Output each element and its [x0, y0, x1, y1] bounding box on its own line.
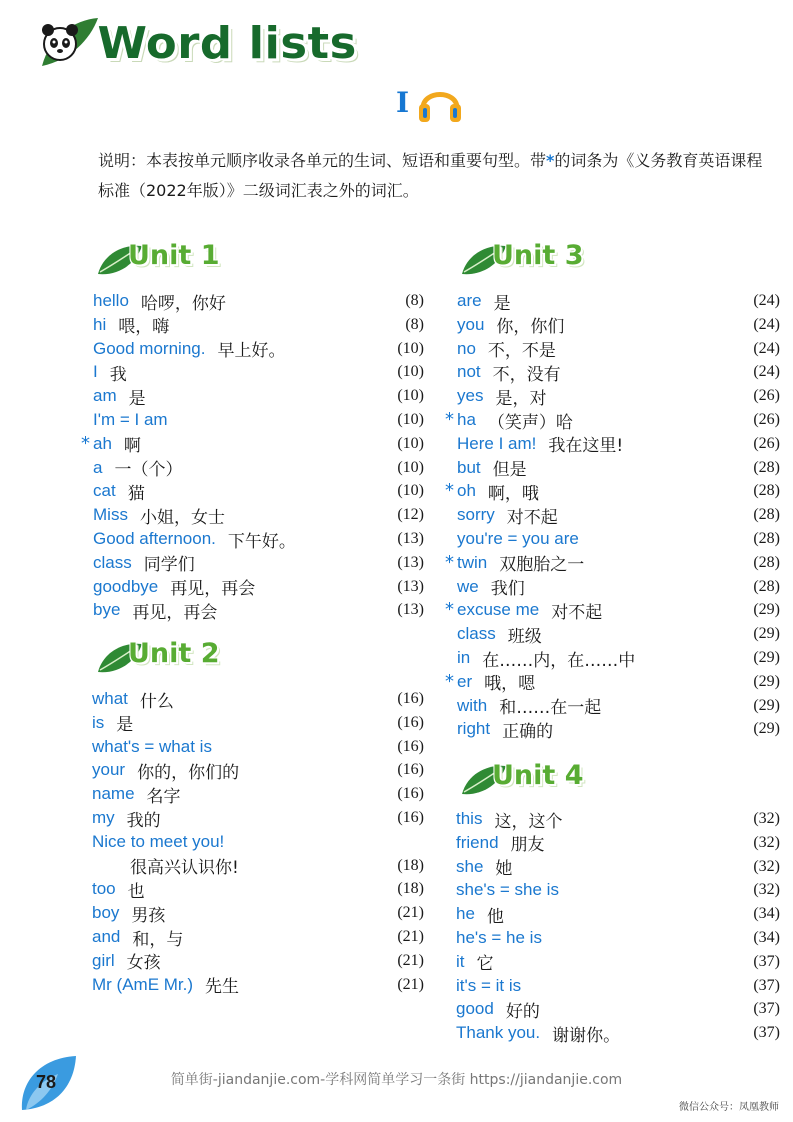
note-star: * — [546, 151, 555, 170]
list-item — [445, 551, 780, 576]
list-item — [457, 646, 780, 670]
page-reference: (10) — [397, 411, 424, 428]
watermark-text: 简单街-jiandanjie.com-学科网简单学习一条街 https://jiandanjie.com — [170, 1072, 623, 1088]
english-term: goodbye — [93, 576, 159, 596]
english-term: cat — [93, 481, 116, 501]
list-item — [92, 735, 424, 759]
unit-4-title: Unit 4 — [492, 760, 584, 791]
list-item — [93, 479, 424, 503]
english-term: a — [93, 457, 103, 477]
page-title: Word lists — [97, 18, 357, 69]
list-item — [457, 575, 780, 599]
chinese-meaning: 名字 — [146, 786, 181, 807]
list-item — [457, 456, 780, 480]
page-reference: (37) — [753, 1000, 780, 1018]
page-reference: (29) — [753, 672, 780, 690]
page-reference: (34) — [753, 929, 780, 946]
list-item — [92, 854, 424, 878]
list-item — [457, 717, 780, 741]
chinese-meaning: 啊，哦 — [487, 483, 539, 504]
list-item — [457, 622, 780, 646]
chinese-meaning: 不，不是 — [487, 341, 556, 362]
page-reference: (18) — [397, 880, 424, 898]
chinese-meaning: 我 — [109, 364, 127, 385]
chinese-meaning: 喂，嗨 — [118, 317, 170, 338]
page-reference: (10) — [397, 387, 424, 405]
english-term: Good afternoon. — [93, 529, 216, 548]
section-mark — [396, 78, 463, 126]
chinese-meaning: 男孩 — [131, 905, 166, 926]
page-reference: (29) — [753, 625, 780, 643]
page-reference: (37) — [753, 976, 780, 994]
english-term: in — [457, 648, 471, 667]
chinese-meaning: 不，没有 — [492, 364, 561, 385]
chinese-meaning: 他 — [486, 906, 504, 927]
list-item — [93, 598, 424, 622]
list-item — [457, 313, 780, 337]
star-marker: * — [445, 480, 454, 502]
chinese-meaning: 猫 — [127, 483, 145, 504]
star-marker: * — [81, 432, 90, 454]
english-term: is — [92, 712, 105, 732]
section-letter: I — [396, 85, 410, 119]
page-reference: (28) — [753, 530, 780, 547]
list-item — [456, 997, 780, 1021]
chinese-meaning: 朋友 — [510, 835, 545, 856]
page-reference: (32) — [753, 810, 780, 827]
page-reference: (21) — [397, 975, 424, 993]
explanation-note — [98, 146, 778, 206]
page-reference: (37) — [753, 952, 780, 970]
page-reference: (28) — [753, 506, 780, 524]
list-item — [93, 408, 424, 432]
page-reference: (13) — [397, 530, 424, 547]
english-term: with — [457, 695, 488, 715]
page-reference: (10) — [397, 434, 424, 452]
english-term: friend — [456, 832, 499, 852]
page-reference: (37) — [753, 1024, 780, 1042]
english-term: Nice to meet you! — [92, 831, 225, 851]
english-term: I'm = I am — [93, 410, 168, 429]
chinese-meaning: 双胞胎之一 — [499, 555, 585, 576]
list-item — [92, 806, 424, 830]
english-term: no — [457, 338, 476, 358]
english-term: and — [92, 927, 121, 946]
english-term: Mr (AmE Mr.) — [92, 974, 194, 994]
list-item — [92, 830, 424, 854]
list-item — [457, 360, 780, 384]
list-item — [456, 902, 780, 926]
page-reference: (28) — [753, 482, 780, 500]
english-term: class — [457, 624, 496, 644]
english-term: girl — [92, 950, 115, 970]
list-item — [92, 925, 424, 949]
page-reference: (10) — [397, 363, 424, 381]
unit-2-title: Unit 2 — [128, 638, 220, 669]
list-item — [456, 926, 780, 950]
chinese-meaning: 但是 — [492, 460, 527, 481]
page-reference: (34) — [753, 905, 780, 923]
chinese-meaning: 再见，再会 — [170, 579, 256, 600]
chinese-meaning: 女孩 — [126, 953, 161, 974]
list-item — [81, 432, 424, 457]
chinese-meaning: 和，与 — [132, 929, 184, 950]
list-item — [93, 527, 424, 551]
page-reference: (21) — [397, 928, 424, 945]
english-term: sorry — [457, 505, 495, 525]
page-reference: (10) — [397, 339, 424, 357]
list-item — [92, 758, 424, 782]
page-reference: (29) — [753, 720, 780, 738]
page-reference: (13) — [397, 553, 424, 571]
chinese-meaning: 正确的 — [502, 721, 554, 742]
list-item — [456, 807, 780, 831]
english-term: she — [456, 856, 484, 876]
list-item — [92, 901, 424, 925]
chinese-meaning: 这，这个 — [494, 811, 563, 832]
page-reference: (21) — [397, 951, 424, 969]
english-term: am — [93, 386, 117, 406]
note-text-1: 说明：本表按单元顺序收录各单元的生词、短语和重要句型。带 — [98, 151, 547, 170]
list-item — [445, 598, 780, 623]
list-item — [457, 694, 780, 718]
list-item — [445, 670, 780, 695]
list-item — [93, 289, 424, 313]
list-item — [93, 384, 424, 408]
english-term: not — [457, 362, 481, 382]
english-term: we — [457, 576, 479, 596]
credit-text: 微信公众号：凤凰教师 — [679, 1102, 779, 1113]
star-marker: * — [445, 409, 454, 430]
chinese-meaning: 同学们 — [143, 555, 195, 576]
english-term: name — [92, 784, 135, 804]
list-item — [456, 974, 780, 998]
english-term: you — [457, 314, 485, 334]
page-reference: (24) — [753, 292, 780, 309]
headphones-icon — [417, 78, 463, 126]
list-item — [456, 1021, 780, 1045]
chinese-meaning: 什么 — [139, 691, 174, 712]
page-reference: (29) — [753, 649, 780, 666]
list-item — [92, 782, 424, 806]
page-reference: (8) — [405, 292, 424, 309]
chinese-meaning: 哦，嗯 — [484, 674, 536, 695]
chinese-meaning: 对不起 — [551, 602, 603, 623]
chinese-meaning: 小姐，女士 — [139, 507, 225, 528]
chinese-meaning: 在……内，在……中 — [482, 650, 636, 671]
star-marker: * — [445, 599, 454, 621]
list-item — [456, 855, 780, 879]
list-item — [92, 949, 424, 973]
english-term: she's = she is — [456, 880, 559, 900]
page-reference: (28) — [753, 458, 780, 476]
chinese-meaning: 它 — [476, 954, 494, 975]
english-term: it's = it is — [456, 975, 522, 995]
english-term: oh — [457, 481, 476, 501]
chinese-meaning: 她 — [495, 859, 513, 880]
english-term: your — [92, 760, 126, 780]
english-term: ha — [457, 410, 476, 429]
english-term: Good morning. — [93, 338, 206, 358]
chinese-meaning: 下午好。 — [227, 531, 296, 552]
list-item — [93, 313, 424, 337]
page-reference: (10) — [397, 482, 424, 500]
english-term: too — [92, 879, 116, 899]
english-term: this — [456, 809, 483, 828]
unit-1-title: Unit 1 — [128, 240, 220, 271]
list-item — [456, 878, 780, 902]
page-reference: (26) — [753, 434, 780, 452]
english-term: bye — [93, 600, 121, 620]
english-term: I — [93, 362, 98, 382]
english-term: but — [457, 457, 481, 477]
chinese-meaning: 是，对 — [495, 388, 547, 409]
chinese-meaning: 一（个） — [114, 460, 183, 481]
page-reference: (8) — [405, 315, 424, 333]
page-number: 78 — [36, 1072, 57, 1092]
english-term: yes — [457, 386, 484, 406]
list-item — [92, 711, 424, 735]
list-item — [457, 527, 780, 551]
list-item — [93, 575, 424, 599]
list-item — [457, 384, 780, 408]
chinese-meaning: 对不起 — [506, 507, 558, 528]
english-term: excuse me — [457, 600, 540, 620]
chinese-meaning: 班级 — [507, 626, 542, 647]
page-reference: (29) — [753, 696, 780, 714]
page-reference: (32) — [753, 833, 780, 851]
unit-3-title: Unit 3 — [492, 240, 584, 271]
english-term: ah — [93, 433, 112, 453]
english-term: class — [93, 552, 132, 572]
list-item — [93, 503, 424, 527]
page-reference: (28) — [753, 577, 780, 595]
list-item — [457, 337, 780, 361]
list-item — [92, 687, 424, 711]
english-term: it — [456, 951, 465, 971]
chinese-meaning: 我的 — [126, 810, 161, 831]
page-reference: (13) — [397, 601, 424, 619]
chinese-meaning: 是 — [116, 715, 134, 736]
list-item — [456, 950, 780, 974]
english-term: boy — [92, 903, 120, 923]
english-term: good — [456, 999, 494, 1019]
list-item — [93, 456, 424, 480]
star-marker: * — [445, 670, 454, 692]
list-item — [445, 479, 780, 504]
page-reference: (12) — [397, 506, 424, 524]
english-term: Miss — [93, 505, 128, 525]
list-item — [93, 337, 424, 361]
chinese-meaning: 是 — [493, 293, 511, 314]
chinese-meaning: 是 — [128, 388, 146, 409]
english-term: Here I am! — [457, 433, 537, 453]
chinese-meaning: （笑声）哈 — [487, 412, 573, 433]
page-reference: (16) — [397, 809, 424, 826]
list-item — [92, 877, 424, 901]
page-reference: (10) — [397, 458, 424, 476]
list-item — [92, 973, 424, 997]
chinese-meaning: 我们 — [490, 579, 525, 600]
chinese-meaning: 哈啰，你好 — [140, 293, 226, 314]
english-term: you're = you are — [457, 529, 579, 548]
page-reference: (24) — [753, 315, 780, 333]
english-term: he's = he is — [456, 928, 542, 947]
english-term: what's = what is — [92, 736, 212, 756]
list-item — [457, 289, 780, 313]
star-marker: * — [445, 551, 454, 573]
page-reference: (32) — [753, 857, 780, 875]
english-term: right — [457, 719, 491, 739]
english-term: hi — [93, 314, 107, 334]
page-reference: (24) — [753, 339, 780, 357]
page-reference: (16) — [397, 737, 424, 755]
english-term: twin — [457, 552, 488, 572]
page-reference: (26) — [753, 387, 780, 405]
page-reference: (16) — [397, 690, 424, 707]
english-term: he — [456, 904, 475, 924]
chinese-meaning: 早上好。 — [217, 341, 286, 362]
chinese-meaning: 你的，你们的 — [137, 762, 240, 783]
list-item — [457, 432, 780, 456]
panda-icon — [40, 16, 102, 72]
chinese-meaning: 再见，再会 — [132, 602, 218, 623]
list-item — [456, 831, 780, 855]
list-item — [93, 360, 424, 384]
page-reference: (26) — [753, 411, 780, 428]
english-term: what — [92, 689, 128, 708]
page-reference: (32) — [753, 881, 780, 899]
chinese-meaning: 你，你们 — [496, 317, 565, 338]
chinese-meaning: 好的 — [505, 1001, 540, 1022]
chinese-meaning: 先生 — [205, 977, 240, 998]
page-reference: (28) — [753, 553, 780, 571]
chinese-meaning: 啊 — [123, 436, 141, 457]
page-reference: (13) — [397, 577, 424, 595]
page-reference: (16) — [397, 761, 424, 779]
page-reference: (16) — [397, 785, 424, 803]
chinese-meaning: 谢谢你。 — [552, 1025, 621, 1046]
page-reference: (18) — [397, 856, 424, 874]
english-term: Thank you. — [456, 1023, 541, 1043]
english-term: are — [457, 291, 482, 310]
list-item — [93, 551, 424, 575]
chinese-meaning: 很高兴认识你! — [130, 858, 239, 879]
note-text-2: 的词条为《义务教育英语课程标准（2022年版）》二级词汇表之外的词汇。 — [98, 151, 763, 200]
list-item — [457, 503, 780, 527]
page-reference: (21) — [397, 904, 424, 922]
english-term: hello — [93, 291, 129, 310]
english-term: er — [457, 671, 473, 691]
chinese-meaning: 和……在一起 — [499, 698, 602, 719]
english-term: my — [92, 808, 115, 827]
page-reference: (24) — [753, 363, 780, 381]
page-reference: (29) — [753, 601, 780, 619]
chinese-meaning: 也 — [127, 881, 145, 902]
chinese-meaning: 我在这里! — [548, 436, 624, 457]
list-item — [445, 408, 780, 433]
page-reference: (16) — [397, 713, 424, 731]
